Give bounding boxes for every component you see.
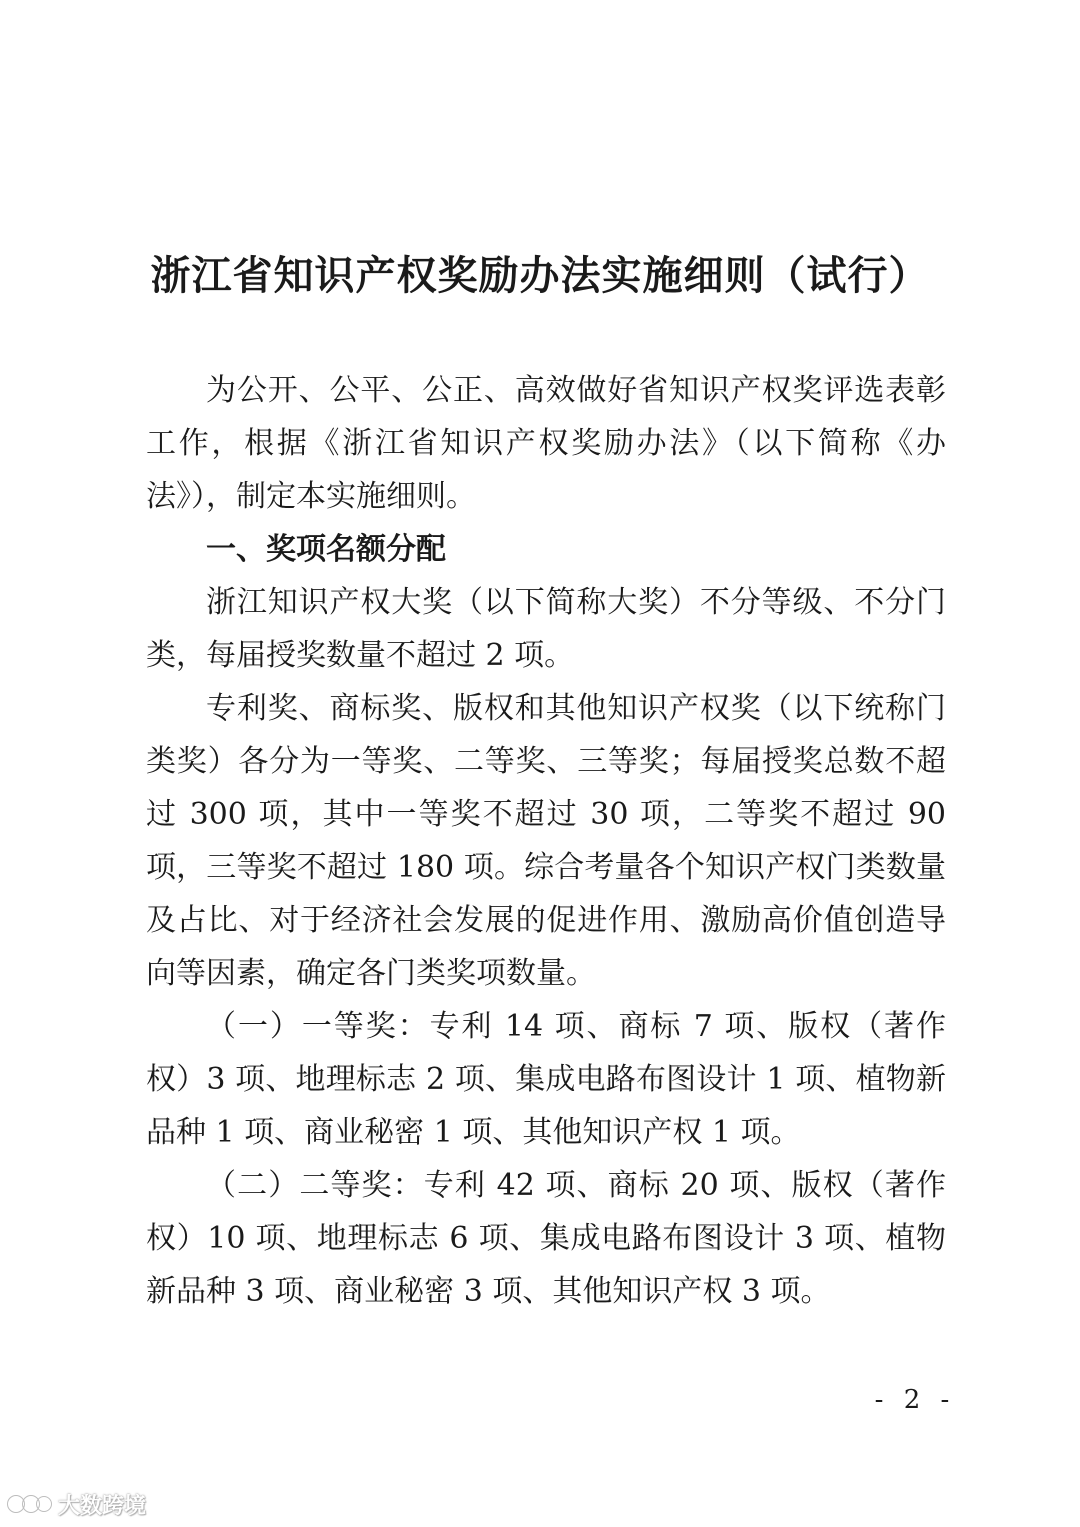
page-number: - 2 - [874, 1385, 956, 1415]
second-prize-paragraph: （二）二等奖：专利 42 项、商标 20 项、版权（著作权）10 项、地理标志 6 项、集成电路布图设计 3 项、植物新品种 3 项、商业秘密 3 项、其他知识产权 3 项。 [146, 1168, 946, 1309]
watermark-text: 大数跨境 [58, 1493, 147, 1519]
document-title: 浙江省知识产权奖励办法实施细则（试行） [150, 252, 930, 299]
watermark [6, 1487, 146, 1521]
category-award-paragraph: 专利奖、商标奖、版权和其他知识产权奖（以下统称门类奖）各分为一等奖、二等奖、三等奖；每届授奖总数不超过 300 项，其中一等奖不超过 30 项，二等奖不超过 90 项，三等奖不超过 180 项。综合考量各个知识产权门类数量及占比、对于经济社会发展的促进作用、激励高价值创造导向等因素，确定各门类奖项数量。 [146, 691, 946, 991]
section-heading-award-allocation: 一、奖项名额分配 [206, 532, 446, 567]
intro-paragraph: 为公开、公平、公正、高效做好省知识产权奖评选表彰工作，根据《浙江省知识产权奖励办法》（以下简称《办法》），制定本实施细则。 [146, 373, 946, 514]
grand-prize-paragraph: 浙江知识产权大奖（以下简称大奖）不分等级、不分门类，每届授奖数量不超过 2 项。 [146, 585, 946, 673]
document-body [146, 364, 946, 1318]
first-prize-paragraph: （一）一等奖：专利 14 项、商标 7 项、版权（著作权）3 项、地理标志 2 项、集成电路布图设计 1 项、植物新品种 1 项、商业秘密 1 项、其他知识产权 1 项。 [146, 1009, 946, 1150]
watermark-logo-icon [6, 1492, 54, 1516]
